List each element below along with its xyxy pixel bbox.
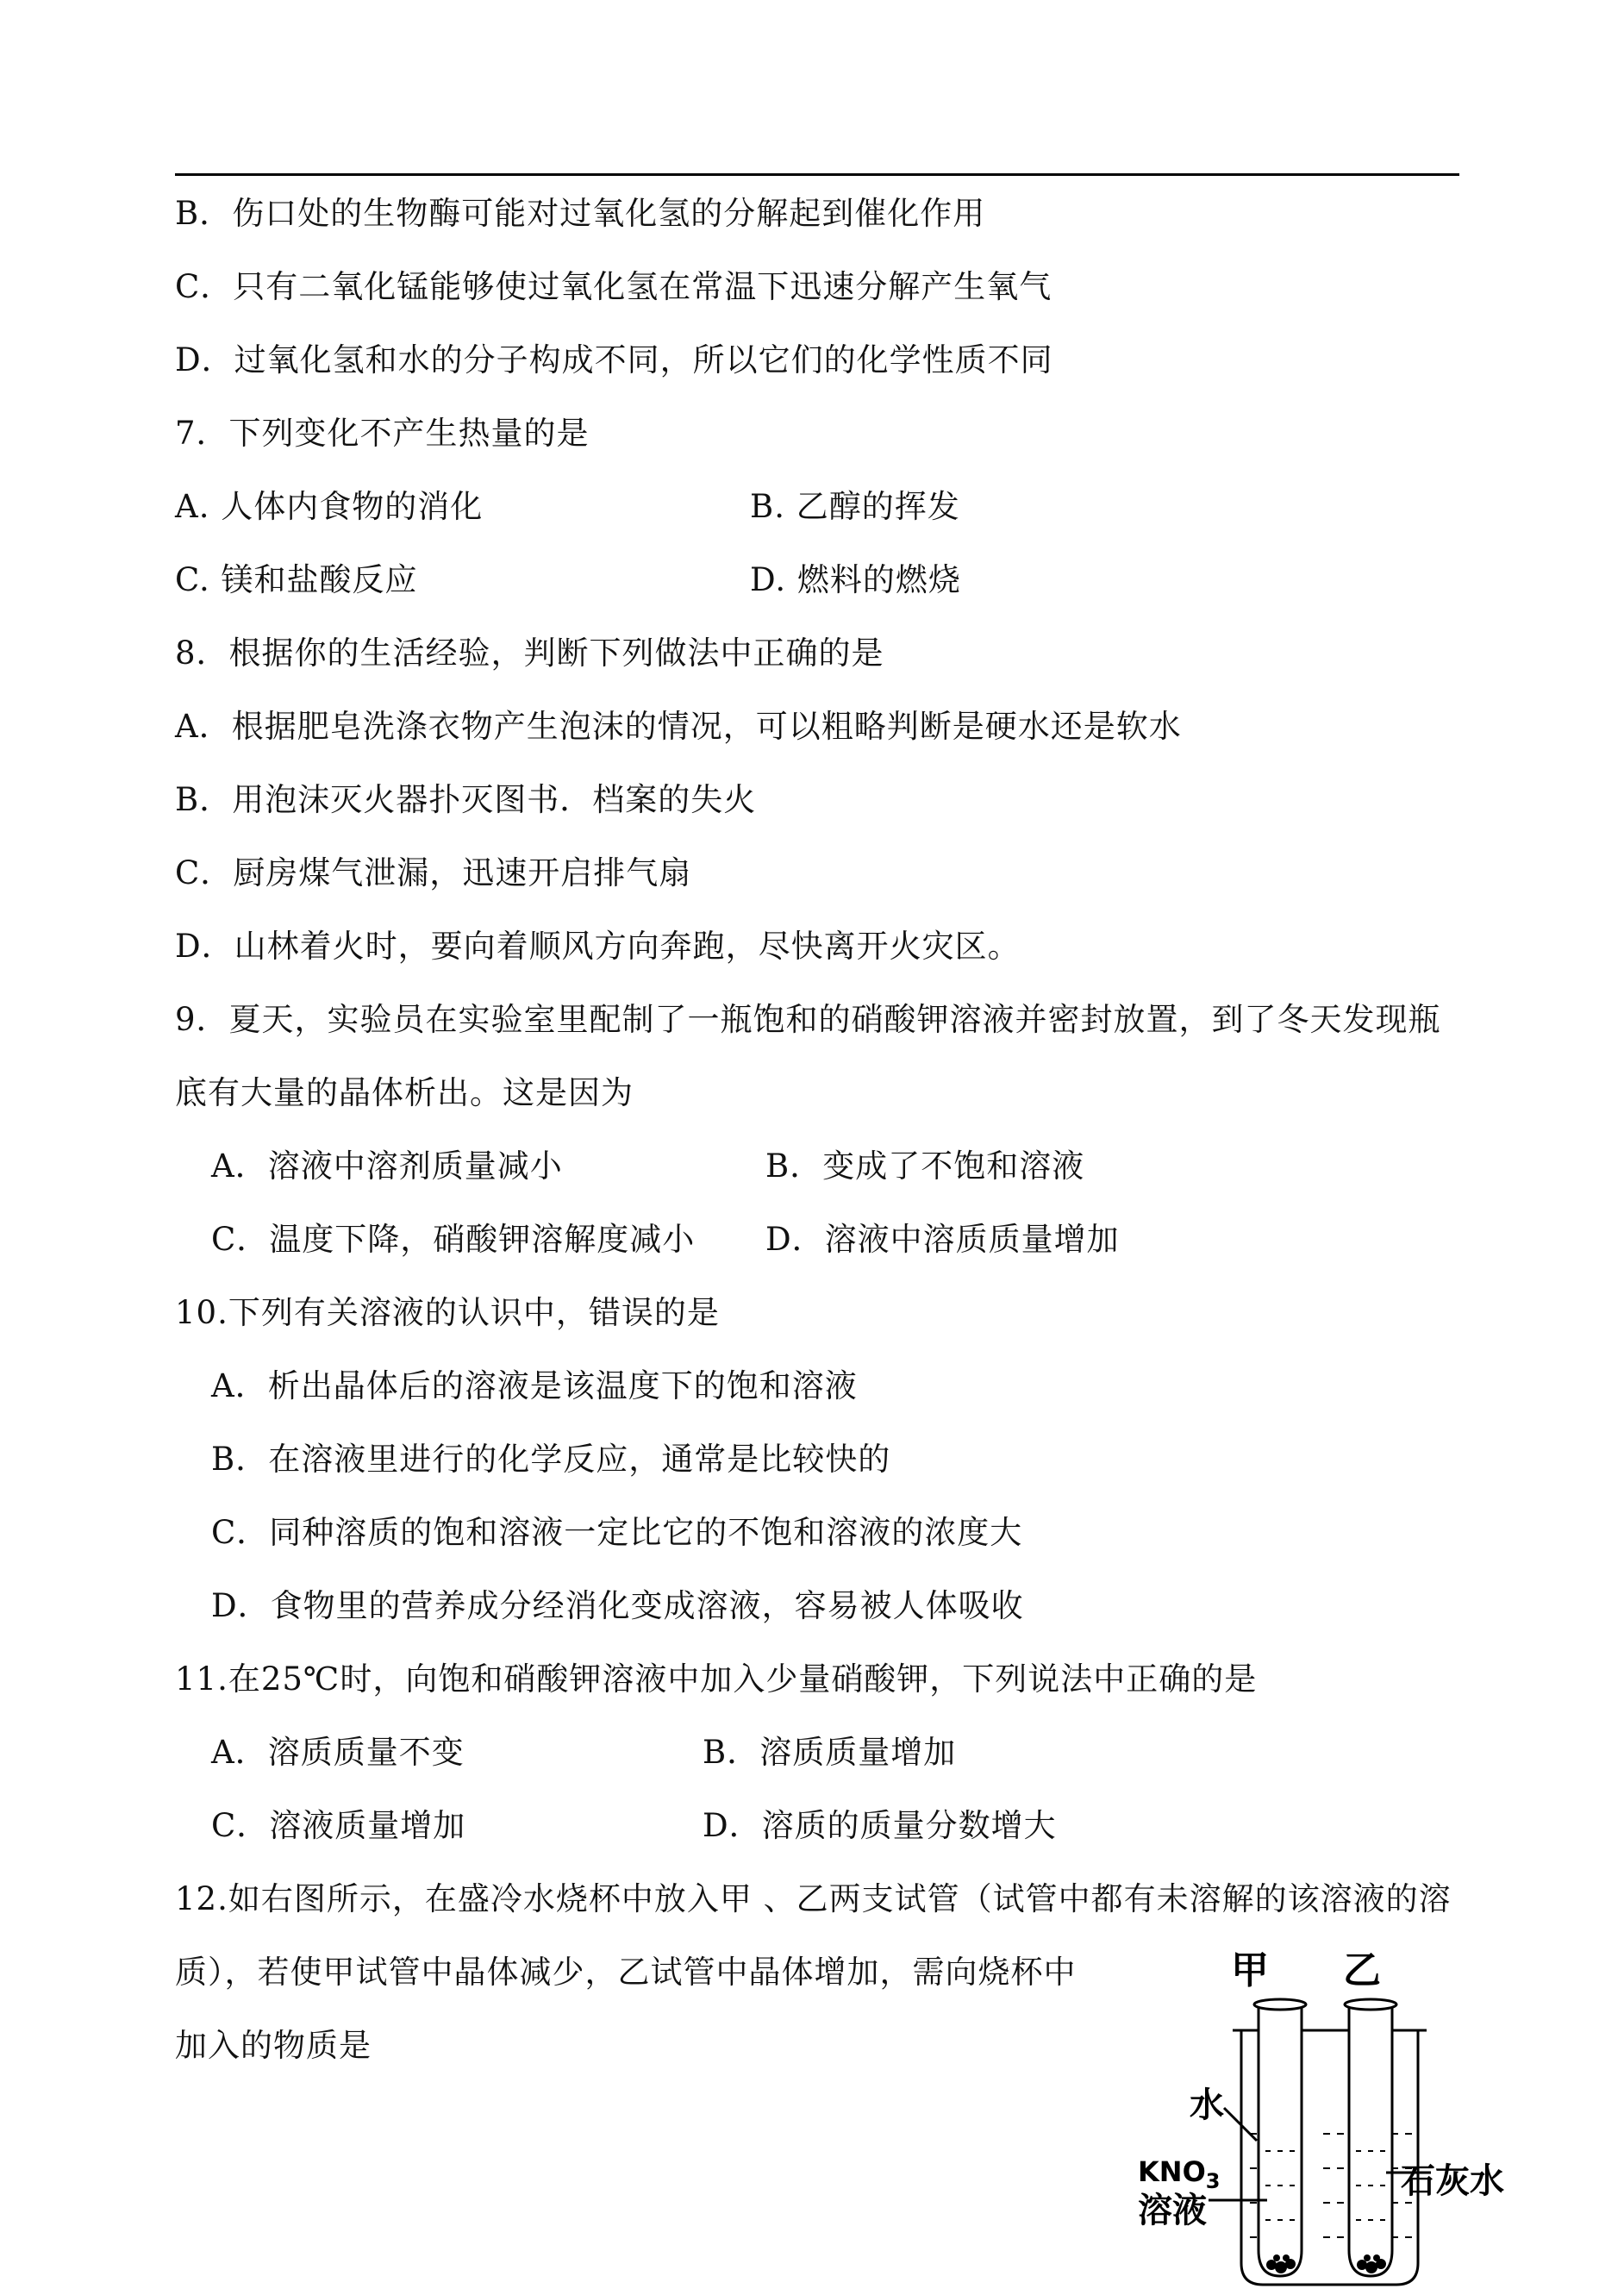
q10-option-a: A．析出晶体后的溶液是该温度下的饱和溶液 <box>211 1367 858 1404</box>
figure-label-jia: 甲 <box>1231 1948 1269 1992</box>
q12-stem-line1: 12.如右图所示，在盛冷水烧杯中放入甲 、乙两支试管（试管中都有未溶解的该溶液的溶 <box>175 1880 1452 1917</box>
q9-option-b: B．变成了不饱和溶液 <box>765 1148 1085 1185</box>
header-rule <box>175 173 1459 176</box>
q7-option-d: D. 燃料的燃烧 <box>750 561 961 598</box>
test-tube-jia <box>1259 2004 1302 2276</box>
test-tube-yi-mouth <box>1345 1999 1396 2010</box>
q8-option-a: A．根据肥皂洗涤衣物产生泡沫的情况，可以粗略判断是硬水还是软水 <box>175 708 1182 745</box>
q6-option-c: C．只有二氧化锰能够使过氧化氢在常温下迅速分解产生氧气 <box>175 268 1052 305</box>
test-tube-jia-mouth <box>1254 1999 1306 2010</box>
q7-option-b: B. 乙醇的挥发 <box>750 488 960 525</box>
figure-label-limewater: 石灰水 <box>1401 2161 1504 2201</box>
q7-option-c: C. 镁和盐酸反应 <box>175 561 418 598</box>
q11-option-a: A．溶质质量不变 <box>211 1734 465 1771</box>
q6-option-b: B．伤口处的生物酶可能对过氧化氢的分解起到催化作用 <box>175 195 986 232</box>
q6-option-d: D．过氧化氢和水的分子构成不同，所以它们的化学性质不同 <box>175 341 1053 378</box>
q11-option-b: B．溶质质量增加 <box>703 1734 957 1771</box>
q12-stem-line2: 质），若使甲试管中晶体减少，乙试管中晶体增加，需向烧杯中 <box>175 1954 1077 1991</box>
figure-label-kno3: $KNO_3$ <box>1138 2155 1221 2193</box>
q12-stem-line3: 加入的物质是 <box>175 2027 372 2064</box>
test-tube-yi <box>1349 2004 1392 2276</box>
q11-option-c: C．溶液质量增加 <box>211 1807 466 1844</box>
q8-option-d: D．山林着火时，要向着顺风方向奔跑，尽快离开火灾区。 <box>175 928 1021 965</box>
q8-stem: 8．根据你的生活经验，判断下列做法中正确的是 <box>175 635 884 672</box>
beaker-figure <box>1138 1944 1517 2289</box>
q10-option-c: C．同种溶质的饱和溶液一定比它的不饱和溶液的浓度大 <box>211 1514 1023 1551</box>
figure-label-yi: 乙 <box>1343 1948 1381 1992</box>
figure-label-solution: 溶液 <box>1138 2191 1207 2230</box>
q10-stem: 10.下列有关溶液的认识中，错误的是 <box>175 1294 720 1331</box>
q9-stem-line2: 底有大量的晶体析出。这是因为 <box>175 1074 634 1111</box>
q9-option-a: A．溶液中溶剂质量减小 <box>211 1148 563 1185</box>
q7-stem: 7．下列变化不产生热量的是 <box>175 415 590 452</box>
q10-option-d: D．食物里的营养成分经消化变成溶液，容易被人体吸收 <box>211 1587 1024 1624</box>
q11-option-d: D．溶质的质量分数增大 <box>703 1807 1057 1844</box>
q11-stem: 11.在25℃时，向饱和硝酸钾溶液中加入少量硝酸钾，下列说法中正确的是 <box>175 1660 1258 1698</box>
q7-option-a: A. 人体内食物的消化 <box>175 488 484 525</box>
q9-stem-line1: 9．夏天，实验员在实验室里配制了一瓶饱和的硝酸钾溶液并密封放置，到了冬天发现瓶 <box>175 1001 1441 1038</box>
figure-label-water: 水 <box>1190 2086 1224 2125</box>
q8-option-c: C．厨房煤气泄漏，迅速开启排气扇 <box>175 854 692 891</box>
q8-option-b: B．用泡沫灭火器扑灭图书．档案的失火 <box>175 781 757 818</box>
q9-option-c: C．温度下降，硝酸钾溶解度减小 <box>211 1221 696 1258</box>
q9-option-d: D．溶液中溶质质量增加 <box>765 1221 1120 1258</box>
q10-option-b: B．在溶液里进行的化学反应，通常是比较快的 <box>211 1441 891 1478</box>
